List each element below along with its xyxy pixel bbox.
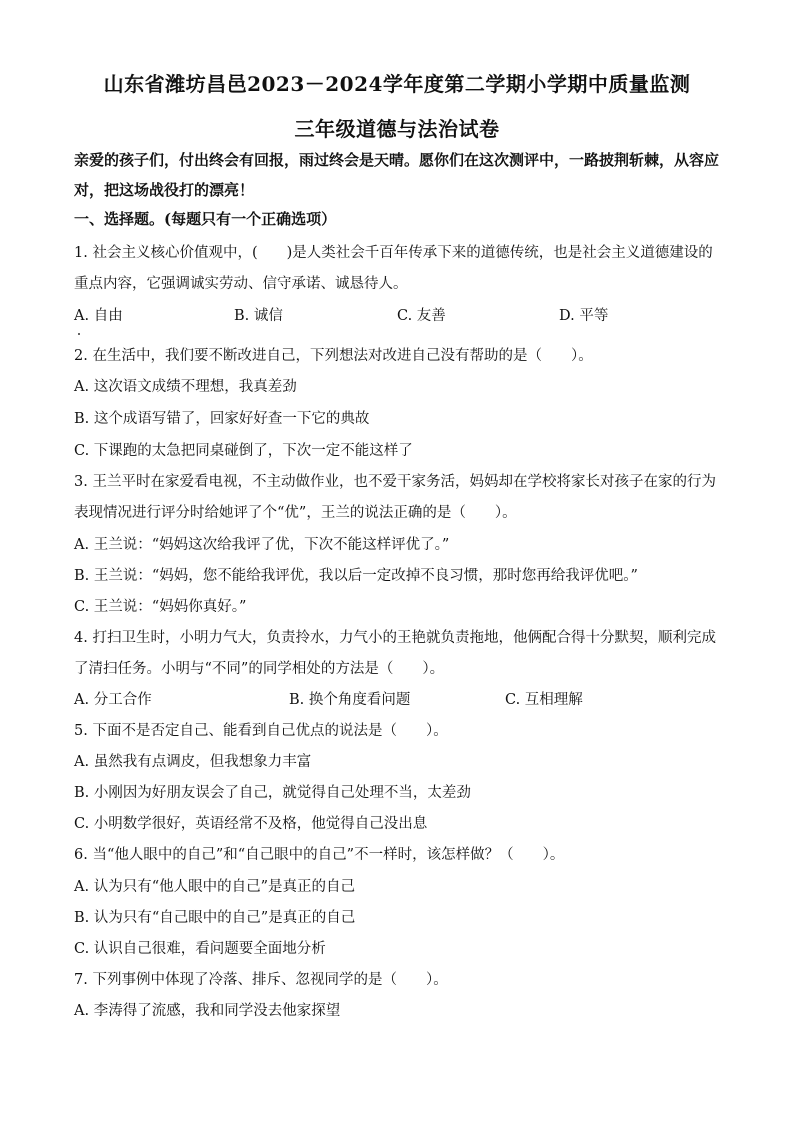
question-1-options	[0, 301, 794, 332]
question-3-option-c: C. 王兰说：“妈妈你真好。”	[74, 599, 247, 615]
question-1-option-a: A. 自由	[74, 308, 123, 324]
question-1-option-c: C. 友善	[397, 308, 446, 324]
question-3-option-b: B. 王兰说：“妈妈，您不能给我评优，我以后一定改掉不良习惯，那时您再给我评优吧。”	[74, 568, 638, 584]
question-7-stem: 7. 下列事例中体现了冷落、排斥、忽视同学的是（ ）。	[74, 972, 448, 988]
question-4-stem: 4. 打扫卫生时，小明力气大，负责拎水，力气小的王艳就负责拖地，他俩配合得十分默契，顺利完成了清扫任务。小明与“不同”的同学相处的方法是（ ）。	[74, 630, 716, 677]
question-5-option-b: B. 小刚因为好朋友误会了自己，就觉得自己处理不当，太差劲	[74, 785, 471, 801]
question-1-option-b: B. 诚信	[234, 308, 283, 324]
question-5-option-c: C. 小明数学很好，英语经常不及格，他觉得自己没出息	[74, 816, 428, 832]
question-4-option-b: B. 换个角度看问题	[289, 692, 411, 708]
question-5-option-a: A. 虽然我有点调皮，但我想象力丰富	[74, 754, 312, 770]
question-3-stem: 3. 王兰平时在家爱看电视，不主动做作业，也不爱干家务活，妈妈却在学校将家长对孩子在家的行为表现情况进行评分时给她评了个“优”，王兰的说法正确的是（ ）。	[74, 474, 716, 521]
stray-dot-mark	[78, 333, 80, 335]
question-6-stem: 6. 当“他人眼中的自己”和“自己眼中的自己”不一样时，该怎样做？（ ）。	[74, 847, 565, 863]
question-1-option-d: D. 平等	[559, 308, 609, 324]
question-7-option-a: A. 李涛得了流感，我和同学没去他家探望	[74, 1003, 341, 1019]
question-4-options	[0, 685, 794, 716]
question-6-option-c: C. 认识自己很难，看问题要全面地分析	[74, 941, 326, 957]
exam-subtitle: 三年级道德与法治试卷	[294, 117, 500, 141]
question-5-stem: 5. 下面不是否定自己、能看到自己优点的说法是（ ）。	[74, 723, 448, 739]
section-heading: 一、选择题。(每题只有一个正确选项）	[74, 210, 337, 228]
question-4-option-a: A. 分工合作	[74, 692, 152, 708]
question-1-stem: 1. 社会主义核心价值观中，( )是人类社会千百年传承下来的道德传统，也是社会主义道德建设的重点内容，它强调诚实劳动、信守承诺、诚恳待人。	[74, 245, 713, 292]
question-2-option-a: A. 这次语文成绩不理想，我真差劲	[74, 379, 297, 395]
question-6-option-b: B. 认为只有“自己眼中的自己”是真正的自己	[74, 910, 356, 926]
question-6-option-a: A. 认为只有“他人眼中的自己”是真正的自己	[74, 879, 356, 895]
question-2-stem: 2. 在生活中，我们要不断改进自己，下列想法对改进自己没有帮助的是（ ）。	[74, 348, 593, 364]
question-2-option-c: C. 下课跑的太急把同桌碰倒了，下次一定不能这样了	[74, 443, 413, 459]
question-3-option-a: A. 王兰说：“妈妈这次给我评了优，下次不能这样评优了。”	[74, 537, 450, 553]
intro-text: 亲爱的孩子们，付出终会有回报，雨过终会是天晴。愿你们在这次测评中，一路披荆斩棘，从容应对，把这场战役打的漂亮！	[74, 151, 720, 199]
exam-title: 山东省潍坊昌邑2023－2024学年度第二学期小学期中质量监测	[103, 72, 691, 96]
question-2-option-b: B. 这个成语写错了，回家好好查一下它的典故	[74, 411, 370, 427]
question-4-option-c: C. 互相理解	[505, 692, 583, 708]
